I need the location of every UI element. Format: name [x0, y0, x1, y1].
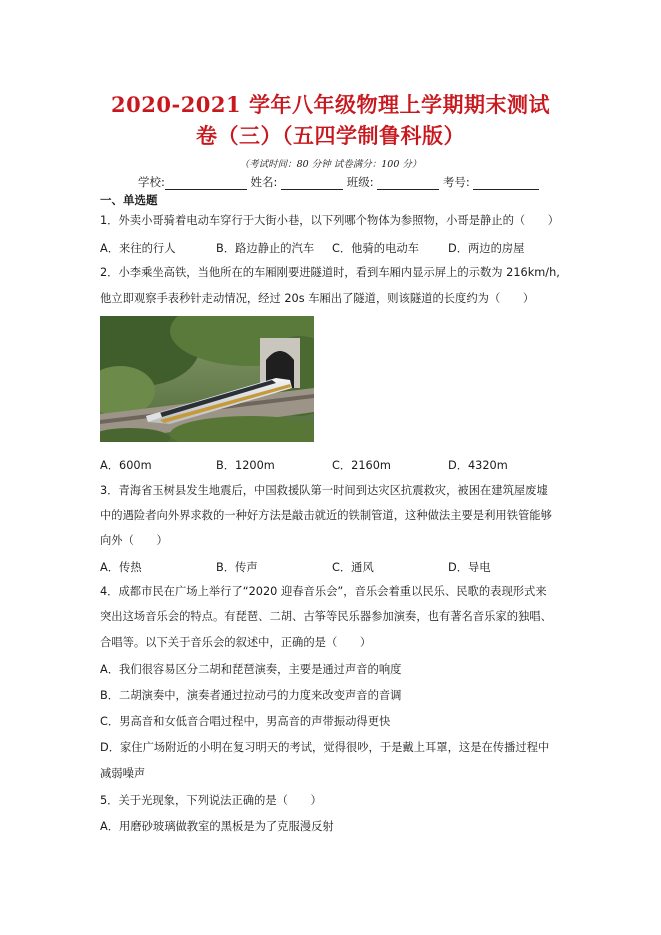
school-blank[interactable]: [165, 177, 247, 190]
exam-no-blank[interactable]: [473, 177, 539, 190]
q3-option-a[interactable]: A．传热: [100, 561, 142, 574]
q4-option-d[interactable]: D．家住广场附近的小明在复习明天的考试，觉得很吵，于是戴上耳罩，这是在传播过程中: [100, 741, 550, 754]
exam-no-label: 考号:: [442, 175, 470, 189]
q5-option-a[interactable]: A．用磨砂玻璃做教室的黑板是为了克服漫反射: [100, 820, 334, 833]
q2-option-d[interactable]: D．4320m: [448, 459, 508, 472]
train-photo: [100, 316, 314, 442]
school-label: 学校:: [138, 175, 165, 189]
q4-stem-line2: 突出这场音乐会的特点。有琵琶、二胡、古筝等民乐器参加演奏，也有著名音乐家的独唱、: [100, 610, 552, 623]
class-blank[interactable]: [377, 177, 439, 190]
q2-stem-line2: 他立即观察手表秒针走动情况，经过 20s 车厢出了隧道，则该隧道的长度约为（ ）: [100, 292, 535, 305]
q2-option-a[interactable]: A．600m: [100, 459, 152, 472]
q2-option-c[interactable]: C．2160m: [332, 459, 391, 472]
q4-option-c[interactable]: C．男高音和女低音合唱过程中，男高音的声带振动得更快: [100, 715, 391, 728]
q3-stem-line2: 中的遇险者向外界求救的一种好方法是敲击就近的铁制管道，这种做法主要是利用铁管能够: [100, 509, 552, 522]
q4-stem-line3: 合唱等。以下关于音乐会的叙述中，正确的是（ ）: [100, 636, 372, 649]
name-label: 姓名:: [250, 175, 278, 189]
q1-stem: 1．外卖小哥骑着电动车穿行于大街小巷，以下列哪个物体为参照物，小哥是静止的（ ）: [100, 214, 560, 227]
q3-stem-line1: 3．青海省玉树县发生地震后，中国救援队第一时间到达灾区抗震救灾，被困在建筑屋废墟: [100, 484, 548, 497]
q1-option-b[interactable]: B．路边静止的汽车: [216, 242, 315, 255]
q2-stem-line1: 2．小李乘坐高铁，当他所在的车厢刚要进隧道时，看到车厢内显示屏上的示数为 216km/h,: [100, 266, 560, 279]
q5-stem: 5．关于光现象，下列说法正确的是（ ）: [100, 794, 322, 807]
name-blank[interactable]: [281, 177, 343, 190]
exam-title-line1: 2020-2021 学年八年级物理上学期期末测试: [111, 92, 550, 117]
student-info-row: [138, 174, 539, 190]
q3-option-b[interactable]: B．传声: [216, 561, 258, 574]
q3-option-c[interactable]: C．通风: [332, 561, 374, 574]
q4-stem-line1: 4．成都市民在广场上举行了“2020 迎春音乐会”，音乐会着重以民乐、民歌的表现形式来: [100, 585, 547, 598]
q1-option-d[interactable]: D．两边的房屋: [448, 242, 525, 255]
section-heading: 一、单选题: [100, 193, 158, 207]
q1-option-a[interactable]: A．来往的行人: [100, 242, 176, 255]
class-label: 班级:: [346, 175, 374, 189]
exam-meta: （考试时间：80 分钟 试卷满分：100 分）: [239, 159, 422, 170]
q2-option-b[interactable]: B．1200m: [216, 459, 275, 472]
q3-option-d[interactable]: D．导电: [448, 561, 491, 574]
q1-option-c[interactable]: C．他骑的电动车: [332, 242, 419, 255]
q4-option-b[interactable]: B．二胡演奏中，演奏者通过拉动弓的力度来改变声音的音调: [100, 689, 402, 702]
exam-title-line2: 卷（三）（五四学制鲁科版）: [196, 123, 465, 148]
q4-option-a[interactable]: A．我们很容易区分二胡和琵琶演奏，主要是通过声音的响度: [100, 663, 402, 676]
q3-stem-line3: 向外（ ）: [100, 534, 168, 547]
q4-option-d-cont: 减弱噪声: [100, 767, 146, 780]
